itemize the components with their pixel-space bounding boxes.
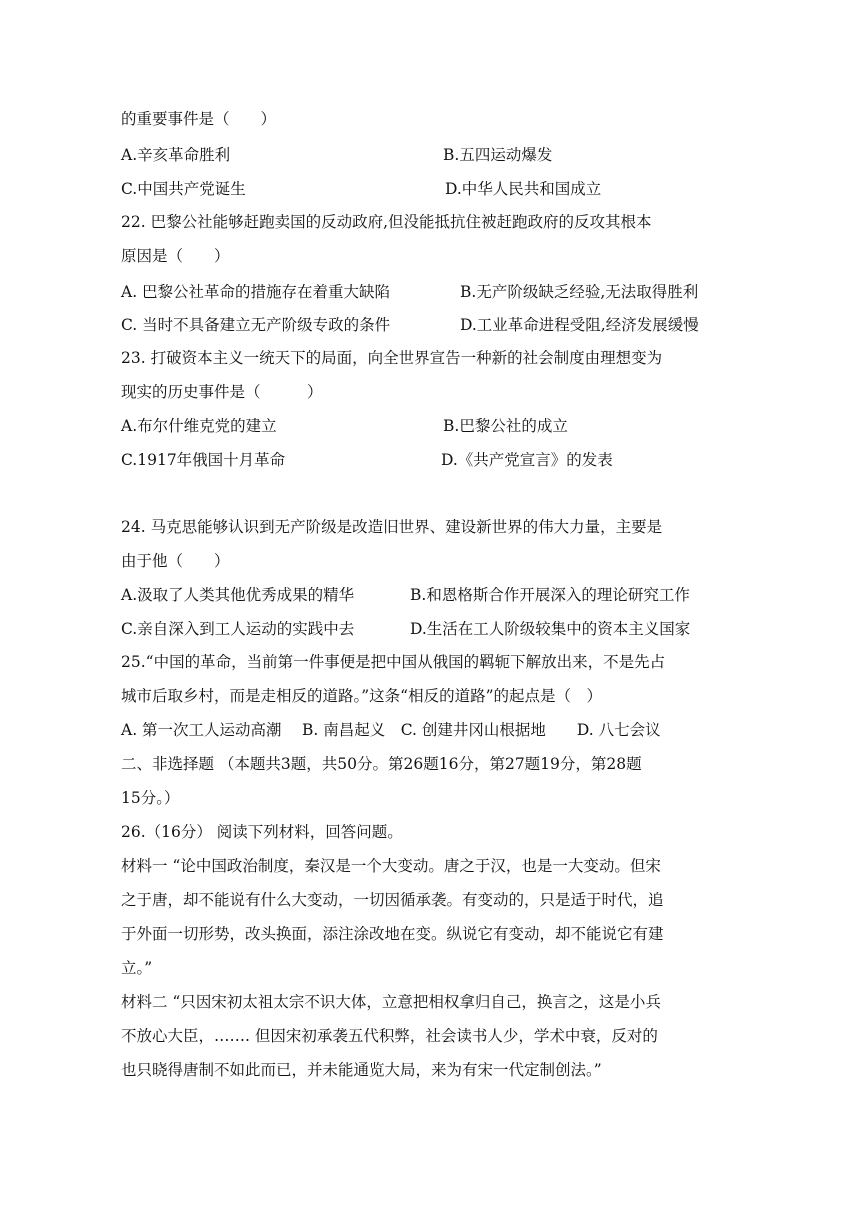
q21-option-a: A.辛亥革命胜利 [121, 146, 231, 164]
q22-option-c: C. 当时不具备建立无产阶级专政的条件 [121, 316, 391, 334]
q26-material-1-line-1: 材料一 “论中国政治制度，秦汉是一个大变动。唐之于汉，也是一大变动。但宋 [121, 857, 661, 875]
section-2-heading-line-1: 二、非选择题 （本题共3题，共50分。第26题16分，第27题19分，第28题 [121, 755, 642, 773]
q21-stem-tail: 的重要事件是（ ） [121, 110, 277, 128]
q23-option-b: B.巴黎公社的成立 [443, 417, 568, 435]
q22-option-b: B.无产阶级缺乏经验,无法取得胜利 [460, 283, 699, 301]
q21-option-d: D.中华人民共和国成立 [445, 180, 602, 198]
q24-option-b: B.和恩格斯合作开展深入的理论研究工作 [410, 586, 690, 604]
q26-material-1-line-2: 之于唐，却不能说有什么大变动，一切因循承袭。有变动的，只是适于时代，追 [121, 891, 664, 909]
q24-stem-line-2: 由于他（ ） [121, 552, 230, 570]
q22-stem-line-1: 22. 巴黎公社能够赶跑卖国的反动政府,但没能抵抗住被赶跑政府的反攻其根本 [121, 213, 652, 231]
q24-stem-line-1: 24. 马克思能够认识到无产阶级是改造旧世界、建设新世界的伟大力量，主要是 [121, 518, 663, 536]
q26-material-1-line-4: 立。” [121, 959, 153, 977]
q24-option-c: C.亲自深入到工人运动的实践中去 [121, 620, 355, 638]
q23-stem-line-2: 现实的历史事件是（ ） [121, 383, 323, 401]
q26-stem: 26.（16分） 阅读下列材料，回答问题。 [121, 823, 403, 841]
q23-stem-line-1: 23. 打破资本主义一统天下的局面，向全世界宣告一种新的社会制度由理想变为 [121, 349, 663, 367]
q22-option-d: D.工业革命进程受阻,经济发展缓慢 [460, 316, 699, 334]
q22-stem-line-2: 原因是（ ） [121, 247, 230, 265]
q21-option-b: B.五四运动爆发 [443, 146, 553, 164]
q26-material-2-line-1: 材料二 “只因宋初太祖太宗不识大体，立意把相权拿归自己，换言之，这是小兵 [121, 993, 661, 1011]
q25-options: A. 第一次工人运动高潮 B. 南昌起义 C. 创建井冈山根据地 D. 八七会议 [121, 721, 661, 739]
q23-option-a: A.布尔什维克党的建立 [121, 417, 277, 435]
q21-option-c: C.中国共产党诞生 [121, 180, 246, 198]
q26-material-2-line-3: 也只晓得唐制不如此而已，并未能通览大局，来为有宋一代定制创法。” [121, 1061, 602, 1079]
q22-option-a: A. 巴黎公社革命的措施存在着重大缺陷 [121, 283, 391, 301]
section-2-heading-line-2: 15分。） [121, 789, 180, 807]
q24-option-d: D.生活在工人阶级较集中的资本主义国家 [410, 620, 691, 638]
q24-option-a: A.汲取了人类其他优秀成果的精华 [121, 586, 355, 604]
q26-material-1-line-3: 于外面一切形势，改头换面，添注涂改地在变。纵说它有变动，却不能说它有建 [121, 925, 664, 943]
q23-option-c: C.1917年俄国十月革命 [121, 451, 286, 469]
q23-option-d: D.《共产党宣言》的发表 [441, 451, 613, 469]
q25-stem-line-1: 25.“中国的革命，当前第一件事便是把中国从俄国的羁轭下解放出来，不是先占 [121, 653, 666, 671]
q25-stem-line-2: 城市后取乡村，而是走相反的道路。”这条“相反的道路”的起点是（ ） [121, 687, 603, 705]
q26-material-2-line-2: 不放心大臣，……. 但因宋初承袭五代积弊，社会读书人少，学术中衰，反对的 [121, 1027, 658, 1045]
